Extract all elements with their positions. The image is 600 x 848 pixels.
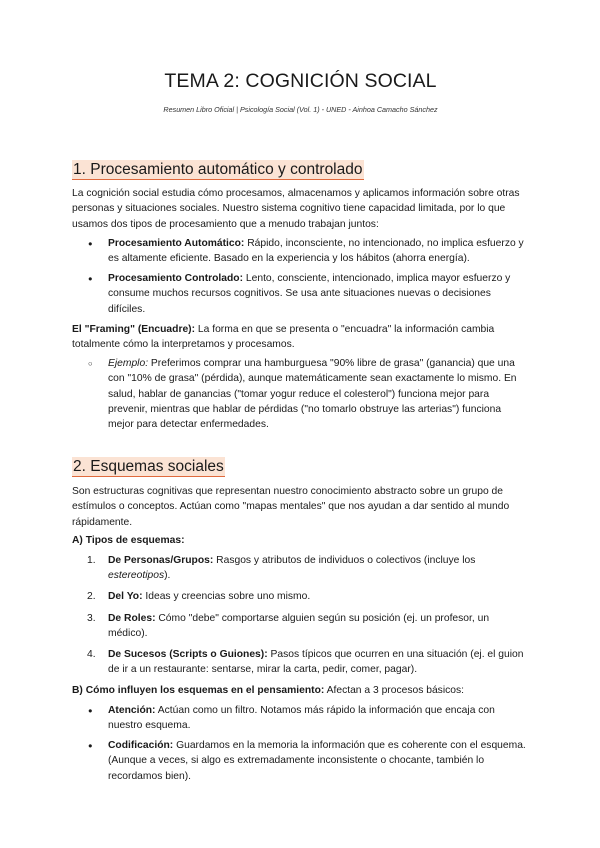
item-text: Actúan como un filtro. Notamos más rápido la información que encaja con nuestro esquema. [108,704,495,731]
schema-types-heading: A) Tipos de esquemas: [72,534,185,546]
list-item [72,647,529,677]
item-text: Cómo "debe" comportarse alguien según su posición (ej. un profesor, un médico). [108,612,490,639]
list-item [72,236,529,266]
item-term: De Sucesos (Scripts o Guiones): [108,649,268,661]
section-1-heading: 1. Procesamiento automático y controlado [73,161,363,179]
list-item [72,703,529,733]
page-title: TEMA 2: COGNICIÓN SOCIAL [164,70,437,92]
item-text: Rasgos y atributos de individuos o colectivos (incluye los [213,555,476,567]
item-term: Procesamiento Controlado: [108,273,244,285]
item-text: Guardamos en la memoria la información que es coherente con el esquema. (Aunque a veces, si algo es extremadamente inconsistente o chocante, también lo recordamos bien). [108,740,526,782]
list-item [72,553,529,583]
schema-influence-text: Afectan a 3 procesos básicos: [324,685,464,697]
list-item [72,589,529,604]
item-text: Rápido, inconsciente, no intencionado, no implica esfuerzo y es altamente eficiente. Basado en la experiencia y los hábitos (ahorra energía). [108,237,524,265]
example-list [72,356,529,432]
processing-list [72,236,529,317]
schema-influence-heading: B) Cómo influyen los esquemas en el pensamiento: [72,685,325,697]
section-2-intro: Son estructuras cognitivas que representan nuestro conocimiento abstracto sobre un grupo de estímulos o conceptos. Actúan como "mapas mentales" que nos ayudan a dar sentido al mundo rápidamente. [72,486,510,528]
framing-term: El "Framing" (Encuadre): [72,323,196,335]
section-2 [72,457,529,783]
example-text: Preferimos comprar una hamburguesa "90% libre de grasa" (ganancia) que una con "10% de grasa" (pérdida), aunque matemáticamente sean exactamente lo mismo. En salud, hablar de ganancias ("tomar yogur reduce el colesterol") funciona mejor para prevenir, mientras que hablar de pérdidas ("no tomarlo obstruye las arterias") funciona mejor para detectar enfermedades. [108,358,517,431]
list-item [72,356,529,432]
item-term: Atención: [108,704,156,716]
item-number: 3. [87,612,96,624]
schema-types-list [72,553,529,677]
influence-list [72,703,529,784]
framing-paragraph [72,322,529,352]
item-term: De Personas/Grupos: [108,555,214,567]
example-label: Ejemplo: [108,358,149,370]
item-italic: estereotipos [108,570,165,582]
item-text: Pasos típicos que ocurren en una situación (ej. el guion de ir a un restaurante: sentarse, mirar la carta, pedir, comer, pagar). [108,649,524,676]
item-number: 1. [87,555,96,567]
section-1 [72,160,529,432]
item-after: ). [164,570,171,582]
page-subtitle: Resumen Libro Oficial | Psicología Social (Vol. 1) - UNED - Ainhoa Camacho Sánchez [163,105,438,114]
schema-influence-paragraph [72,683,529,698]
list-item [72,271,529,317]
item-term: Procesamiento Automático: [108,237,245,249]
list-item [72,738,529,784]
item-term: De Roles: [108,612,156,624]
framing-text: La forma en que se presenta o "encuadra" la información cambia totalmente cómo la interpretamos y procesamos. [72,323,495,351]
section-2-heading: 2. Esquemas sociales [73,458,224,476]
item-number: 2. [87,591,96,603]
document-page [72,70,529,789]
item-term: Codificación: [108,740,174,752]
list-item [72,611,529,641]
item-text: Lento, consciente, intencionado, implica mayor esfuerzo y consume muchos recursos cognitivos. Se usa ante situaciones nuevas o decisiones difíciles. [108,273,511,315]
item-term: Del Yo: [108,591,143,603]
item-text: Ideas y creencias sobre uno mismo. [142,591,311,603]
section-1-intro: La cognición social estudia cómo procesamos, almacenamos y aplicamos información sobre otras personas y situaciones sociales. Nuestro sistema cognitivo tiene capacidad limitada, por lo que usamos dos tipos de procesamiento que a menudo trabajan juntos: [72,188,520,230]
item-number: 4. [87,649,96,661]
